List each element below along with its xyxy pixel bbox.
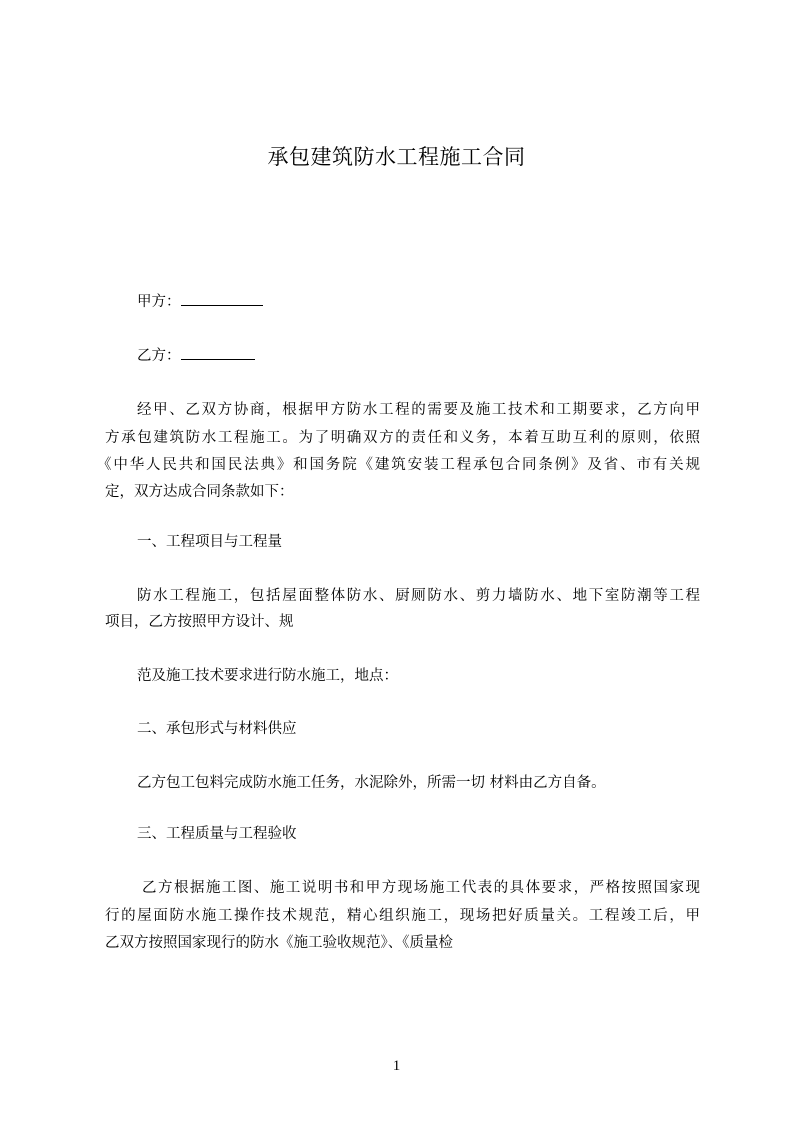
section-3-line-2: 行的屋面防水施工操作技术规范，精心组织施工，现场把好质量关。工程竣工后，甲 bbox=[105, 908, 700, 924]
section-1-line-2: 项目，乙方按照甲方设计、规 bbox=[105, 614, 294, 630]
party-a-blank bbox=[181, 291, 263, 306]
section-3-line-3: 乙双方按照国家现行的防水《施工验收规范》、《质量检 bbox=[105, 935, 453, 951]
party-a-line bbox=[137, 291, 263, 312]
section-1-heading: 一、工程项目与工程量 bbox=[137, 534, 282, 550]
intro-line-3: 《中华人民共和国民法典》和国务院《建筑安装工程承包合同条例》及省、市有关规 bbox=[97, 457, 700, 473]
section-1-line-3: 范及施工技术要求进行防水施工，地点： bbox=[137, 668, 398, 684]
section-3-line-1: 乙方根据施工图、施工说明书和甲方现场施工代表的具体要求，严格按照国家现 bbox=[142, 880, 700, 896]
intro-line-1: 经甲、乙双方协商，根据甲方防水工程的需要及施工技术和工期要求，乙方向甲 bbox=[137, 402, 700, 418]
intro-line-2: 方承包建筑防水工程施工。为了明确双方的责任和义务，本着互助互利的原则，依照 bbox=[105, 430, 700, 446]
intro-line-4: 定，双方达成合同条款如下： bbox=[105, 484, 294, 500]
document-title: 承包建筑防水工程施工合同 bbox=[267, 145, 526, 169]
party-a-label: 甲方： bbox=[137, 294, 181, 310]
section-2-line-1: 乙方包工包料完成防水施工任务，水泥除外，所需一切 材料由乙方自备。 bbox=[137, 775, 606, 791]
section-2-heading: 二、承包形式与材料供应 bbox=[137, 721, 297, 737]
section-1-line-1: 防水工程施工，包括屋面整体防水、厨厕防水、剪力墙防水、地下室防潮等工程 bbox=[137, 588, 700, 604]
party-b-line bbox=[137, 345, 255, 366]
party-b-label: 乙方： bbox=[137, 348, 181, 364]
section-3-heading: 三、工程质量与工程验收 bbox=[137, 826, 297, 842]
party-b-blank bbox=[181, 345, 255, 360]
page-number: 1 bbox=[392, 1058, 401, 1074]
